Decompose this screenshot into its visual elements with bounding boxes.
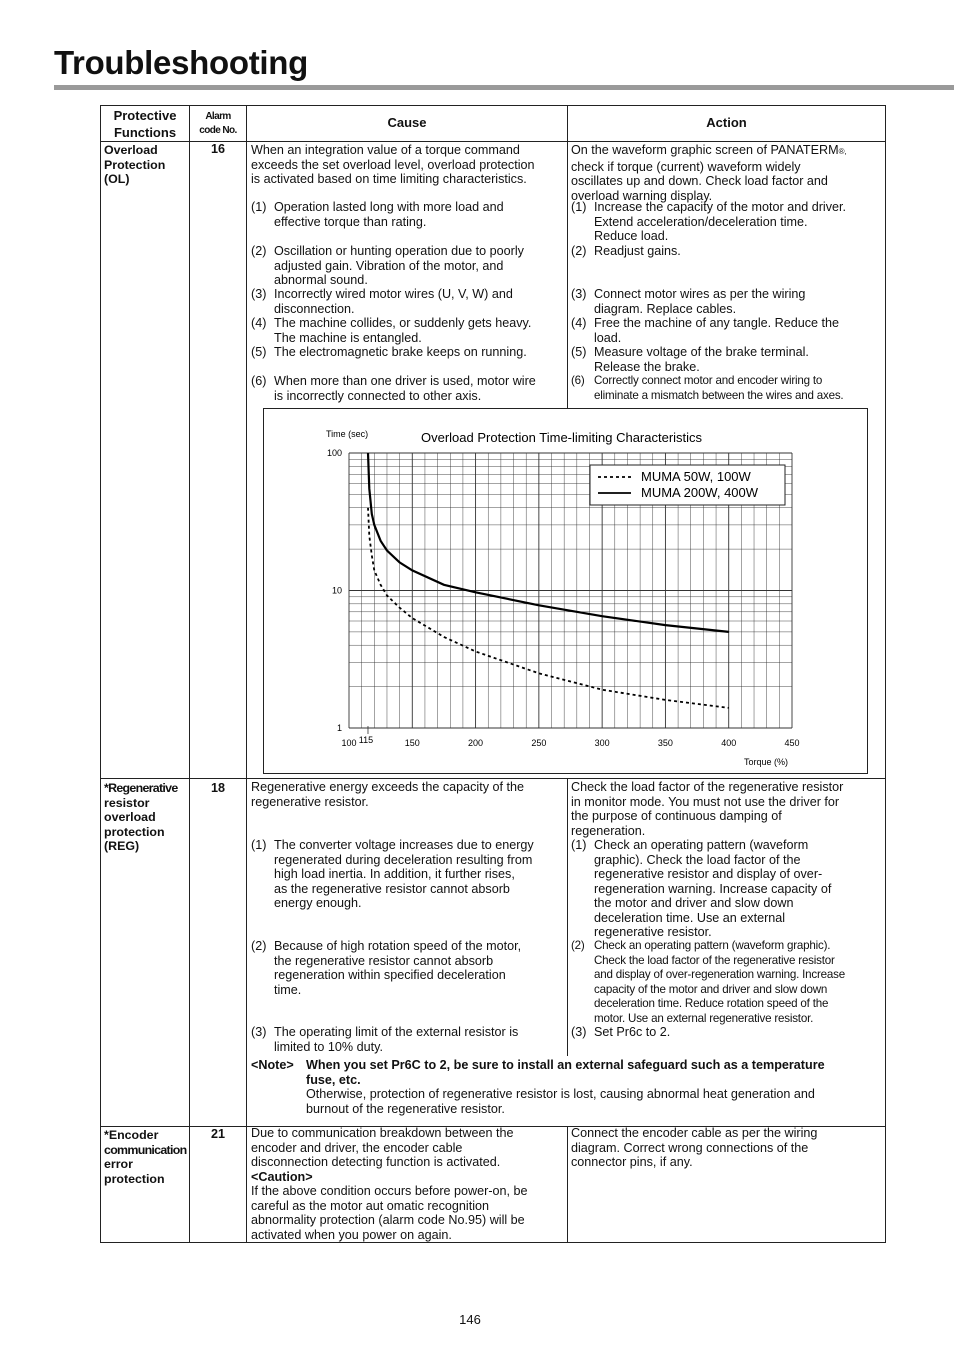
x-tick-label: 100 — [341, 738, 357, 748]
legend-label-2: MUMA 200W, 400W — [641, 485, 759, 500]
x-tick-label: 300 — [594, 738, 610, 748]
y-tick-label: 100 — [326, 448, 342, 458]
y-tick-label: 1 — [336, 723, 342, 733]
note-bold-text: When you set Pr6C to 2, be sure to install an external safeguard such as a temperature fuse, etc. — [306, 1058, 825, 1087]
header-alarm-code: Alarm code No. — [199, 110, 237, 136]
overload-action-intro: On the waveform graphic screen of PANATERM®, check if torque (current) waveform widely oscillates up and down. Check load factor and overload warning display. — [571, 143, 847, 203]
x-tick-label: 250 — [531, 738, 547, 748]
overload-cause-intro: When an integration value of a torque command exceeds the set overload level, overload protection is activated based on time limiting characteristics. — [251, 143, 535, 186]
page-number: 146 — [459, 1312, 481, 1327]
legend-label-1: MUMA 50W, 100W — [641, 469, 751, 484]
regen-cause-intro: Regenerative energy exceeds the capacity of the regenerative resistor. — [251, 780, 525, 809]
function-encoder: *Encoder communication error protection — [104, 1128, 187, 1186]
chart-legend — [590, 465, 785, 505]
caution-label: <Caution> — [251, 1169, 313, 1184]
encoder-cause: Due to communication breakdown between the encoder and driver, the encoder cable disconnection detecting function is activated. <Caution> If the above condition occurs before power-on, be careful as the motor aut omatic recognition abnormality protection (alarm code No.95) will be activated when you power on again. — [251, 1126, 528, 1242]
note-text: Otherwise, protection of regenerative resistor is lost, causing abnormal heat generation and burnout of the regenerative resistor. — [306, 1087, 815, 1116]
overload-chart — [264, 409, 867, 773]
x-marker-label: 115 — [358, 735, 374, 745]
alarm-code-21: 21 — [210, 1127, 225, 1141]
header-action: Action — [706, 115, 747, 131]
alarm-code-16: 16 — [210, 142, 225, 156]
header-protective-functions: Protective Functions — [113, 107, 177, 140]
x-tick-label: 350 — [657, 738, 673, 748]
x-tick-label: 400 — [721, 738, 737, 748]
chart-x-axis-label: Torque (%) — [744, 757, 789, 767]
chart-title: Overload Protection Time-limiting Characteristics — [421, 430, 703, 445]
x-tick-label: 200 — [468, 738, 484, 748]
encoder-action: Connect the encoder cable as per the wiring diagram. Correct wrong connections of the connector pins, if any. — [571, 1126, 818, 1169]
note-label: <Note> — [251, 1058, 294, 1072]
alarm-code-18: 18 — [210, 781, 225, 795]
page-title: Troubleshooting — [54, 44, 308, 81]
y-tick-label: 10 — [331, 585, 342, 596]
regen-action-intro: Check the load factor of the regenerative resistor in monitor mode. You must not use the driver for the purpose of continuous damping of regeneration. — [571, 780, 844, 838]
x-tick-label: 450 — [784, 738, 800, 748]
function-regenerative: *Regenerative resistor overload protection (REG) — [104, 781, 178, 854]
overload-chart-frame — [263, 408, 868, 774]
x-tick-label: 150 — [404, 738, 420, 748]
header-cause: Cause — [387, 115, 427, 131]
chart-y-axis-label: Time (sec) — [326, 429, 369, 439]
title-rule — [54, 85, 954, 90]
function-overload: Overload Protection (OL) — [104, 143, 166, 187]
